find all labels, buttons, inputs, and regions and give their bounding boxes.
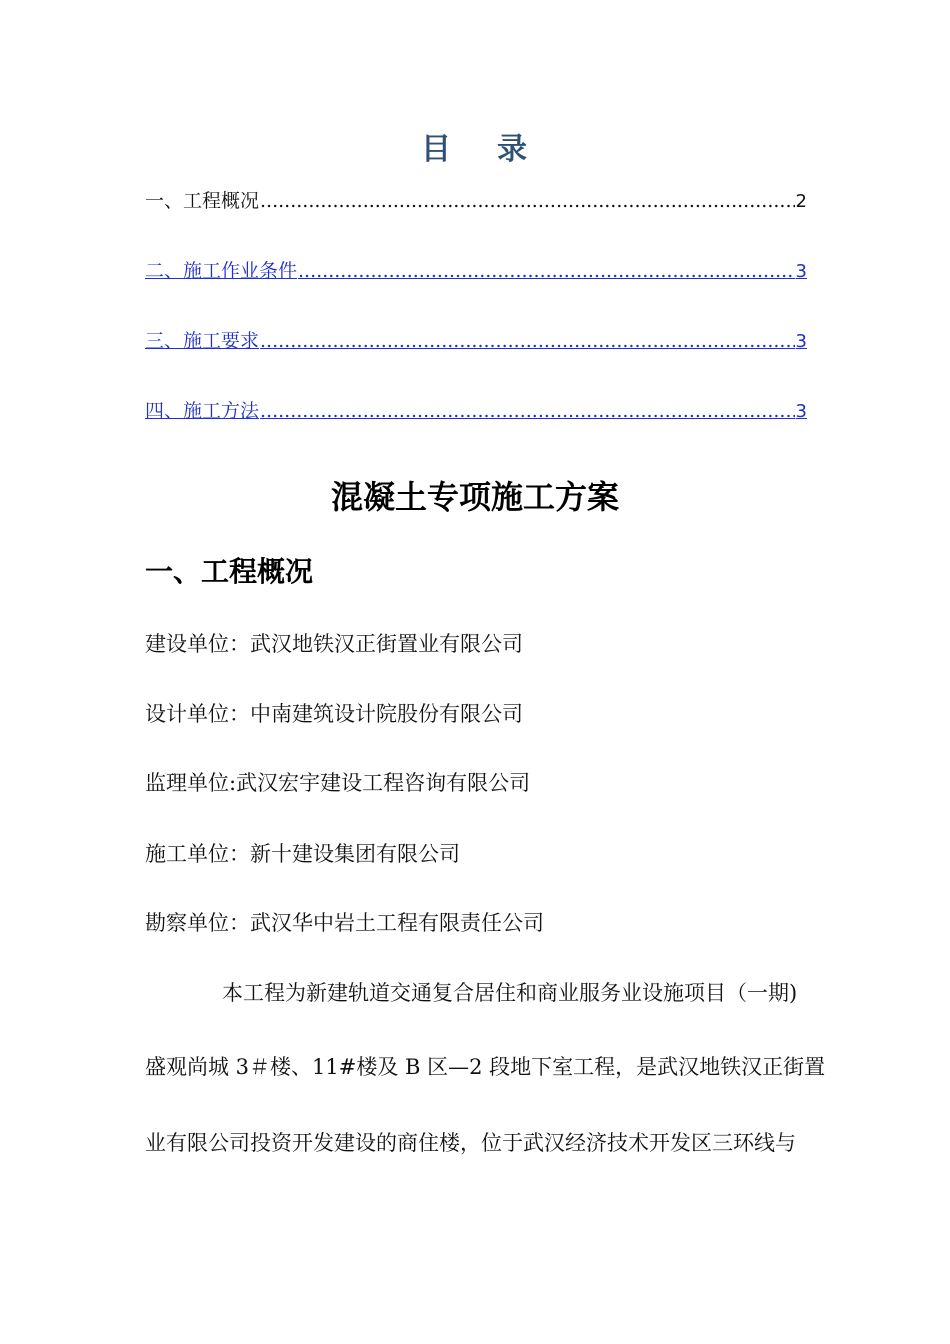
toc-entry-page: 3 xyxy=(795,401,807,422)
info-line-contractor: 施工单位：新十建设集团有限公司 xyxy=(145,842,460,866)
paragraph-line: 本工程为新建轨道交通复合居住和商业服务业设施项目（一期) xyxy=(222,981,798,1005)
toc-leader-dots xyxy=(260,188,795,214)
paragraph-line: 盛观尚城 3＃楼、11#楼及 B 区—2 段地下室工程，是武汉地铁汉正街置 xyxy=(145,1055,826,1079)
paragraph-line: 业有限公司投资开发建设的商住楼，位于武汉经济技术开发区三环线与 xyxy=(145,1131,796,1155)
toc-entry-label: 二、施工作业条件 xyxy=(145,260,298,282)
toc-entry-page: 2 xyxy=(795,191,807,212)
toc-entry-page: 3 xyxy=(795,261,807,282)
toc-entry-page: 3 xyxy=(795,331,807,352)
toc-leader-dots xyxy=(260,398,795,424)
toc-entry-conditions-link[interactable] xyxy=(145,258,807,285)
info-line-surveyor: 勘察单位：武汉华中岩土工程有限责任公司 xyxy=(145,911,544,935)
toc-entry-label: 三、施工要求 xyxy=(145,330,260,352)
toc-title xyxy=(0,124,950,168)
info-line-developer: 建设单位：武汉地铁汉正街置业有限公司 xyxy=(145,632,523,656)
toc-title-left: 目 xyxy=(421,132,453,167)
toc-entry-requirements-link[interactable] xyxy=(145,328,807,355)
toc-leader-dots xyxy=(298,258,795,284)
section-heading: 一、工程概况 xyxy=(145,555,314,588)
toc-entry-label: 一、工程概况 xyxy=(145,190,260,212)
toc-entry-methods-link[interactable] xyxy=(145,398,807,425)
toc-title-right: 录 xyxy=(497,132,529,167)
document-title: 混凝土专项施工方案 xyxy=(330,478,619,516)
toc-entry-overview[interactable] xyxy=(145,188,807,215)
toc-leader-dots xyxy=(260,328,795,354)
info-line-supervisor: 监理单位:武汉宏宇建设工程咨询有限公司 xyxy=(145,771,531,795)
info-line-designer: 设计单位：中南建筑设计院股份有限公司 xyxy=(145,702,523,726)
toc-entry-label: 四、施工方法 xyxy=(145,400,260,422)
